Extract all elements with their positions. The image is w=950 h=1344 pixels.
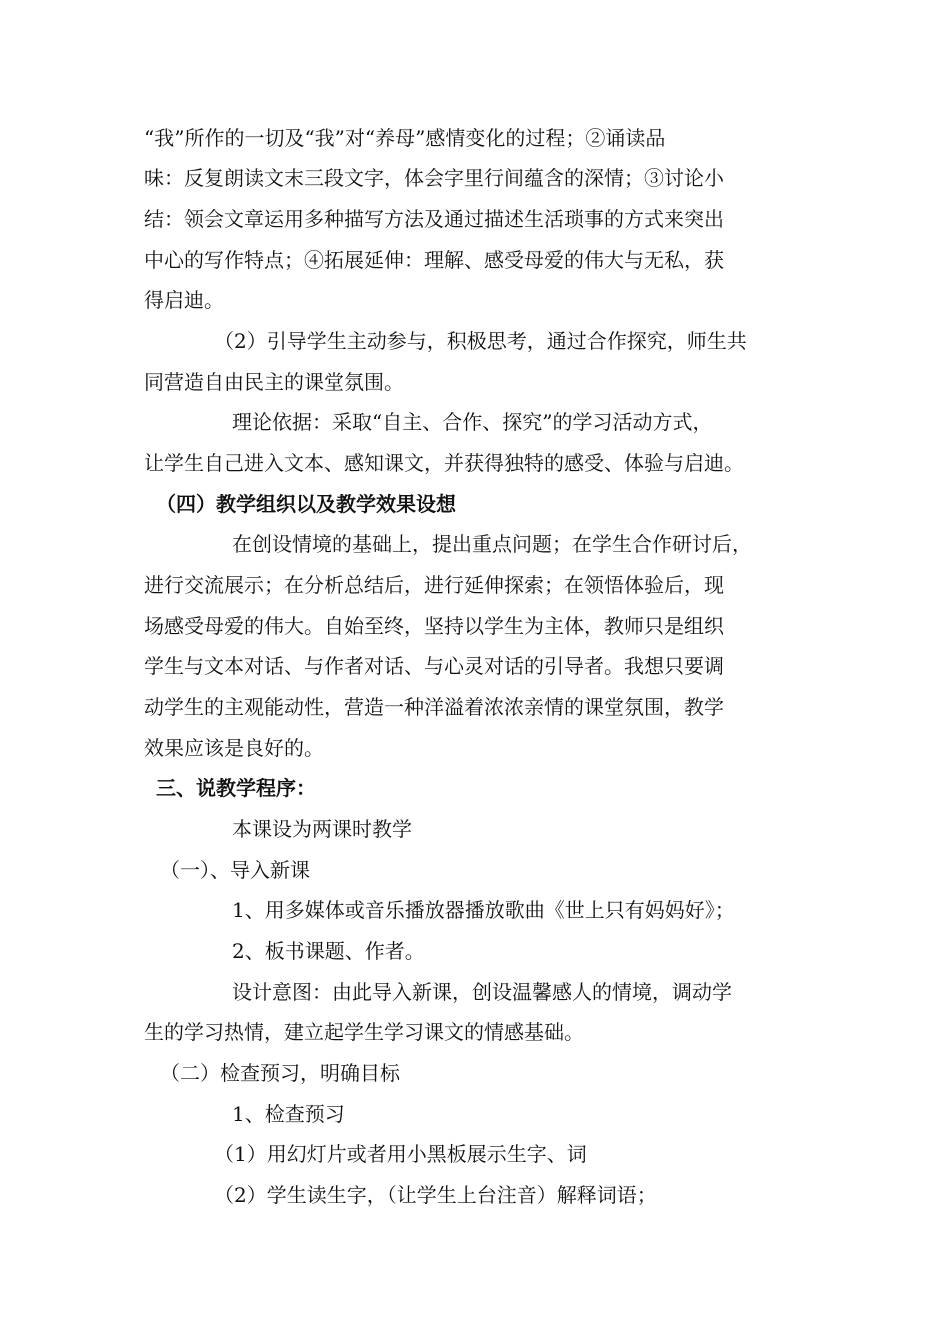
list-item: 2、板书课题、作者。 [232, 939, 425, 963]
paragraph-line: （2）引导学生主动参与，积极思考，通过合作探究，师生共 [214, 329, 747, 353]
paragraph-line: 理论依据：采取“自主、合作、探究”的学习活动方式， [232, 410, 713, 434]
paragraph-line: 设计意图：由此导入新课，创设温馨感人的情境，调动学 [232, 980, 732, 1004]
paragraph-line: 学生与文本对话、与作者对话、与心灵对话的引导者。我想只要调 [144, 654, 724, 678]
section-heading: 三、说教学程序： [156, 776, 316, 800]
paragraph-line: 本课设为两课时教学 [232, 817, 412, 841]
list-item: （2）学生读生字，（让学生上台注音）解释词语； [214, 1183, 657, 1207]
paragraph-line: 生的学习热情，建立起学生学习课文的情感基础。 [144, 1020, 584, 1044]
section-heading: （四）教学组织以及教学效果设想 [156, 492, 456, 516]
subsection-heading: （一）、导入新课 [160, 858, 310, 882]
list-item: 1、用多媒体或音乐播放器播放歌曲《世上只有妈妈好》； [232, 898, 735, 922]
paragraph-line: 场感受母爱的伟大。自始至终，坚持以学生为主体，教师只是组织 [144, 614, 724, 638]
paragraph-line: 效果应该是良好的。 [144, 736, 324, 760]
paragraph-line: 让学生自己进入文本、感知课文，并获得独特的感受、体验与启迪。 [144, 451, 744, 475]
paragraph-line: “我”所作的一切及“我”对“养母”感情变化的过程；②诵读品 [144, 126, 666, 150]
subsection-heading: （二）检查预习，明确目标 [160, 1061, 400, 1085]
list-item: 1、检查预习 [232, 1102, 345, 1126]
list-item: （1）用幻灯片或者用小黑板展示生字、词 [214, 1142, 587, 1166]
paragraph-line: 同营造自由民主的课堂氛围。 [144, 370, 404, 394]
paragraph-line: 中心的写作特点；④拓展延伸：理解、感受母爱的伟大与无私，获 [144, 248, 724, 272]
paragraph-line: 进行交流展示；在分析总结后，进行延伸探索；在领悟体验后，现 [144, 573, 724, 597]
paragraph-line: 味：反复朗读文末三段文字，体会字里行间蕴含的深情；③讨论小 [144, 166, 724, 190]
paragraph-line: 动学生的主观能动性，营造一种洋溢着浓浓亲情的课堂氛围，教学 [144, 695, 724, 719]
paragraph-line: 在创设情境的基础上，提出重点问题；在学生合作研讨后， [232, 532, 752, 556]
paragraph-line: 结：领会文章运用多种描写方法及通过描述生活琐事的方式来突出 [144, 207, 724, 231]
paragraph-line: 得启迪。 [144, 288, 224, 312]
